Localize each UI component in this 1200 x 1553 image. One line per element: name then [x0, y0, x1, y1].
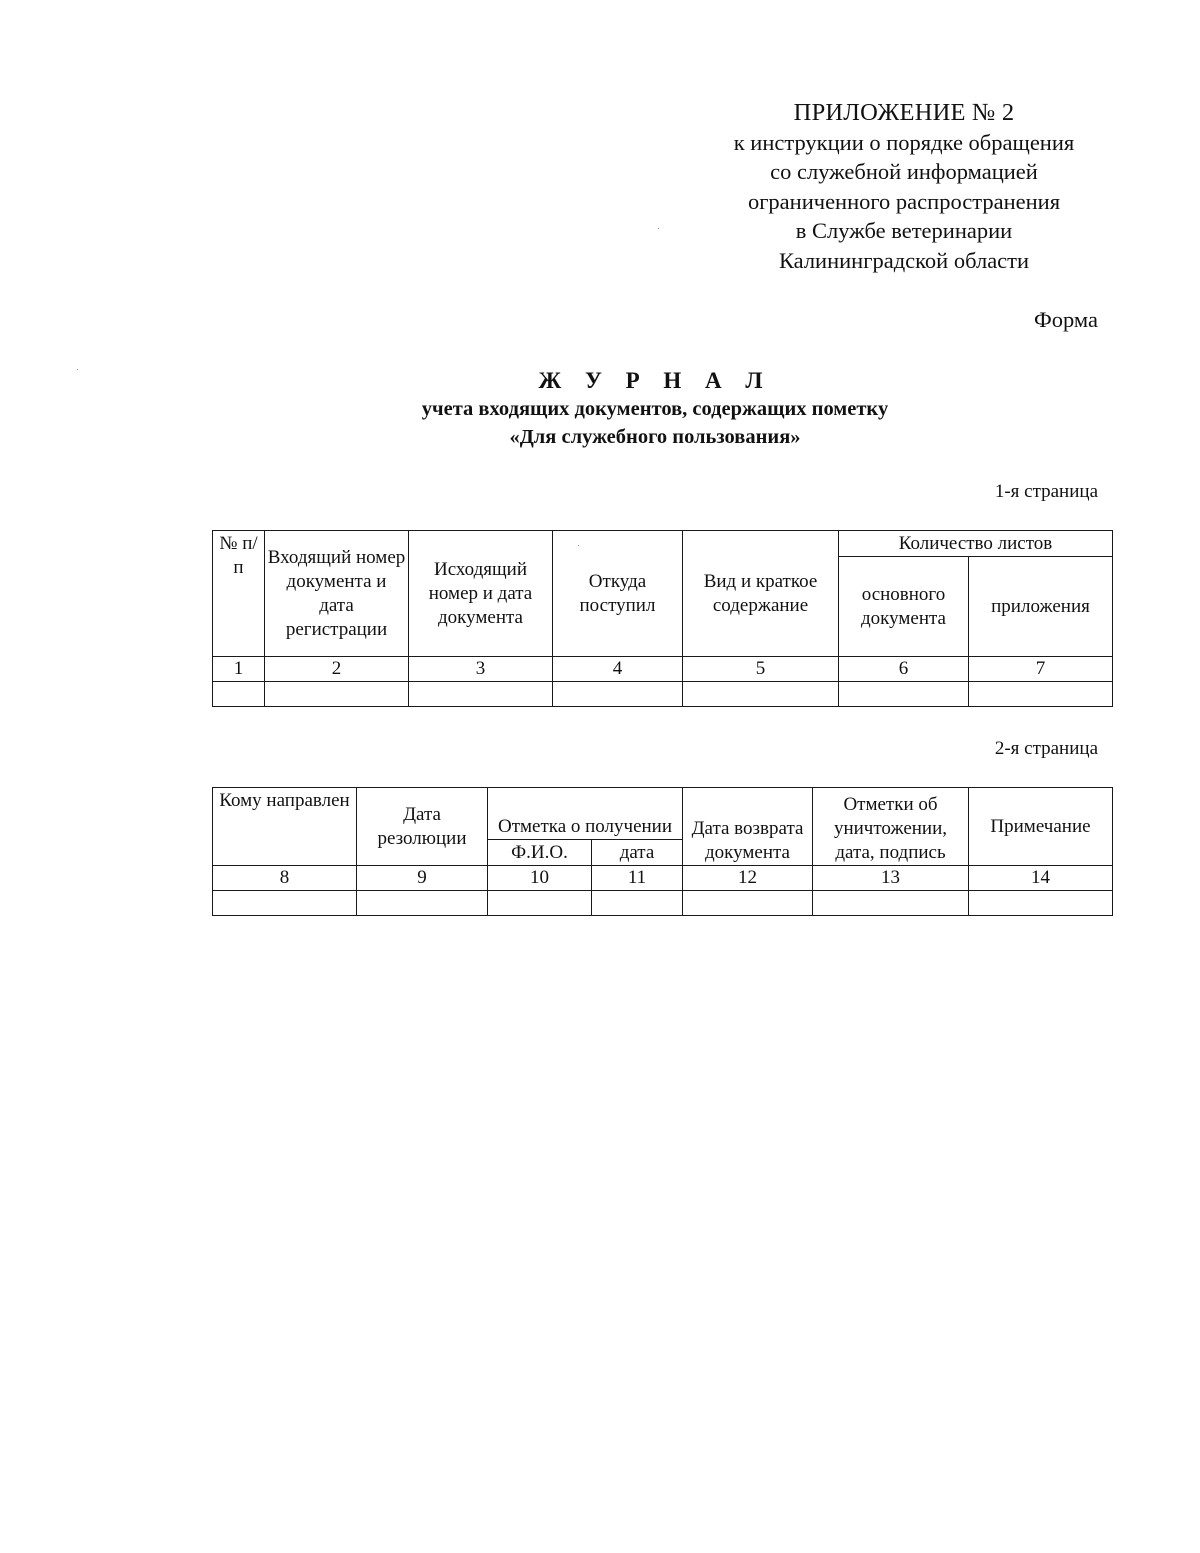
empty-cell [969, 891, 1113, 916]
appendix-line: Калининградской области [778, 247, 1030, 273]
empty-cell [592, 891, 683, 916]
column-number: 4 [553, 657, 683, 682]
header-cell-main-doc: основного документа [839, 557, 969, 657]
column-number: 8 [213, 866, 357, 891]
appendix-line: в Службе ветеринарии [795, 218, 1013, 244]
appendix-line: к инструкции о порядке обращения [733, 129, 1075, 155]
header-cell-return-date: Дата возврата документа [683, 788, 813, 866]
column-number: 11 [592, 866, 683, 891]
empty-cell [213, 891, 357, 916]
empty-cell [969, 682, 1113, 707]
header-cell-incoming: Входящий номер документа и дата регистрации [265, 531, 409, 657]
header-cell-content: Вид и краткое содержание [683, 531, 839, 657]
appendix-line: со служебной информацией [770, 159, 1038, 185]
column-number: 9 [357, 866, 488, 891]
column-number: 7 [969, 657, 1113, 682]
header-cell-receipt-date: дата [592, 840, 683, 866]
scan-speck [77, 369, 78, 370]
empty-cell [839, 682, 969, 707]
empty-cell [488, 891, 592, 916]
empty-cell [813, 891, 969, 916]
journal-subtitle: «Для служебного пользования» [509, 426, 801, 448]
column-number: 12 [683, 866, 813, 891]
column-number: 1 [213, 657, 265, 682]
form-label: Форма [1033, 307, 1098, 332]
appendix-title: ПРИЛОЖЕНИЕ № 2 [793, 99, 1015, 126]
header-cell-sheet-count: Количество листов [839, 531, 1113, 557]
column-number: 6 [839, 657, 969, 682]
header-cell-resolution-date: Дата резолюции [357, 788, 488, 866]
empty-cell [553, 682, 683, 707]
column-number: 13 [813, 866, 969, 891]
page2-label: 2-я страница [994, 738, 1098, 759]
page2-table [212, 787, 1113, 916]
column-number: 2 [265, 657, 409, 682]
empty-cell [265, 682, 409, 707]
scan-speck [658, 228, 659, 229]
header-cell-recipient: Кому направлен [213, 788, 357, 866]
journal-subtitle: учета входящих документов, содержащих пометку [421, 398, 889, 420]
header-cell-full-name: Ф.И.О. [488, 840, 592, 866]
journal-heading [200, 367, 1110, 451]
scan-speck [578, 545, 579, 546]
empty-cell [357, 891, 488, 916]
header-cell-number: № п/п [213, 531, 265, 657]
header-cell-source: Откуда поступил [553, 531, 683, 657]
header-cell-outgoing: Исходящий номер и дата документа [409, 531, 553, 657]
column-number: 10 [488, 866, 592, 891]
page1-label: 1-я страница [994, 481, 1098, 502]
header-cell-destruction: Отметки об уничтожении, дата, подпись [813, 788, 969, 866]
header-cell-note: Примечание [969, 788, 1113, 866]
empty-cell [683, 891, 813, 916]
empty-cell [213, 682, 265, 707]
column-number: 5 [683, 657, 839, 682]
header-cell-receipt: Отметка о получении [488, 788, 683, 840]
appendix-line: ограниченного распространения [747, 188, 1061, 214]
page1-table [212, 530, 1113, 707]
appendix-header [700, 98, 1108, 276]
header-cell-attachments: приложения [969, 557, 1113, 657]
journal-title: Ж У Р Н А Л [538, 368, 772, 393]
empty-cell [683, 682, 839, 707]
column-number: 14 [969, 866, 1113, 891]
empty-cell [409, 682, 553, 707]
column-number: 3 [409, 657, 553, 682]
